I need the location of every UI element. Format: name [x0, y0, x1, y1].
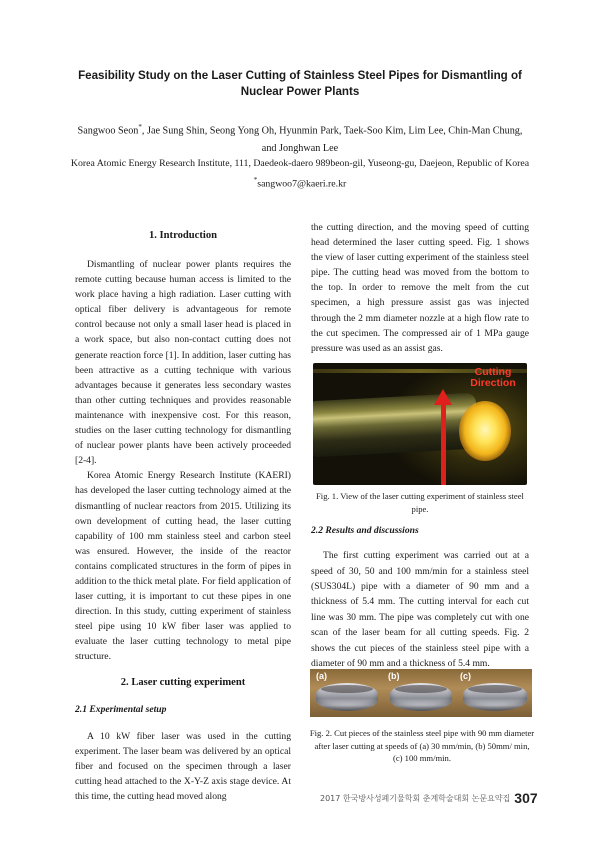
email-line — [30, 172, 570, 192]
results-paragraph: The first cutting experiment was carried out at a speed of 30, 50 and 100 mm/min for a stainless steel (SUS304L) pipe with a diameter of 90 mm and a thickness of 5.4 mm. The cutting interval for each cut line was 30 mm. The pipe was completely cut with one scan of the laser beam for all cutting speeds. Fig. 2 shows the cut pieces of the stainless steel pipe with a diameter of 90 mm and a thickness of 5.4 mm. — [311, 550, 529, 669]
results-section — [311, 523, 529, 671]
intro-paragraph-1: Dismantling of nuclear power plants requires the remote cutting because human access is limited to the work place having a high radiation. Laser cutting with optical fiber delivery is advantageous for remote control because not only a small laser head is placed in a work space, but also non-contact cutting does not generate reaction force [1]. In addition, laser cutting has been attractive as a cutting technique with various advantages because it generates less secondary wastes than other cutting techniques and provides reasonable maintenance with inexpensive cost. For this reason, studies on the laser cutting technology for dismantling of nuclear power plants have been actively proceeded [2-4]. — [75, 259, 291, 467]
pipe-piece-a — [316, 683, 378, 711]
other-authors: , Jae Sung Shin, Seong Yong Oh, Hyunmin Park, Taek-Soo Kim, Lim Lee, Chin-Man Chung, — [141, 125, 523, 137]
figure-1-caption: Fig. 1. View of the laser cutting experiment of stainless steel pipe. — [316, 491, 524, 514]
right-column — [311, 220, 529, 356]
fig2-label-c: (c) — [460, 671, 471, 681]
introduction-heading: 1. Introduction — [148, 230, 218, 241]
setup-paragraph: A 10 kW fiber laser was used in the cutting experiment. The laser beam was delivered by an optical fiber and focused on the specimen through a laser cutting head attached to the X-Y-Z axis stage device. At this time, the cutting head moved along — [75, 730, 291, 802]
left-column — [75, 228, 291, 804]
email-address: sangwoo7@kaeri.re.kr — [257, 178, 347, 190]
first-author: Sangwoo Seon — [77, 125, 139, 137]
page-number: 307 — [514, 790, 538, 807]
arrow-head-icon — [434, 389, 452, 405]
title-line-1: Feasibility Study on the Laser Cutting of Stainless Steel Pipes for Dismantling of — [78, 69, 522, 82]
authors-line-2: and Jonghwan Lee — [261, 143, 339, 155]
cutting-direction-label: Cutting Direction — [470, 366, 516, 389]
results-subheading: 2.2 Results and discussions — [311, 525, 419, 536]
pipe-piece-b — [390, 683, 452, 711]
paper-title — [60, 68, 540, 100]
figure-2-caption: Fig. 2. Cut pieces of the stainless steel pipe with 90 mm diameter after laser cutting at speeds of (a) 30 mm/min, (b) 50mm/ min, (c) 100 mm/min. — [309, 728, 535, 763]
proceedings-title: 2017 한국방사성폐기물학회 춘계학술대회 논문요약집 — [320, 793, 511, 803]
experiment-heading: 2. Laser cutting experiment — [120, 676, 246, 688]
setup-subheading: 2.1 Experimental setup — [75, 703, 167, 715]
fig2-label-b: (b) — [388, 671, 400, 681]
affiliation: Korea Atomic Energy Research Institute, 111, Daedeok-daero 989beon-gil, Yuseong-gu, Daejeon, Republic of Korea — [70, 158, 530, 169]
intro-paragraph-2: Korea Atomic Energy Research Institute (KAERI) has developed the laser cutting technology aimed at the dismantling of nuclear reactors from 2015. Utilizing its own development of cutting head, the laser cutting capability of 100 mm stainless steel and carbon steel was ensured. However, the inside of the reactor contains complicated structures in the form of pipes in addition to the thick metal plate. For field application of laser cutting, it is important to cut these pipes in one direction. In this study, cutting experiment of stainless steel pipe using 10 kW fiber laser was applied to evaluate the laser cutting technology to metal pipe structure. — [75, 470, 291, 663]
fig2-label-a: (a) — [316, 671, 327, 681]
laser-glow — [459, 401, 511, 461]
page-footer — [320, 789, 538, 807]
steel-pipe — [313, 393, 478, 458]
setup-continued-paragraph: the cutting direction, and the moving speed of cutting head determined the laser cutting speed. Fig. 1 shows the view of laser cutting experiment of the stainless steel pipe. The cutting head was moved from the bottom to the top. In order to remove the melt from the cut specimen, a high pressure assist gas was injected through the 2 mm diameter nozzle at a high flow rate to the cut specimen. The compressed air of 1 MPa gauge pressure was used as an assist gas. — [311, 222, 529, 354]
figure-2-photo — [310, 669, 532, 717]
author-list — [40, 118, 560, 158]
authors-line-1 — [40, 118, 560, 140]
corresponding-mark: * — [138, 123, 142, 131]
email-mark: * — [253, 176, 258, 184]
pipe-piece-c — [463, 683, 527, 711]
title-line-2: Nuclear Power Plants — [240, 85, 360, 98]
figure-1-photo — [313, 363, 527, 485]
cutting-direction-arrow — [441, 403, 446, 485]
